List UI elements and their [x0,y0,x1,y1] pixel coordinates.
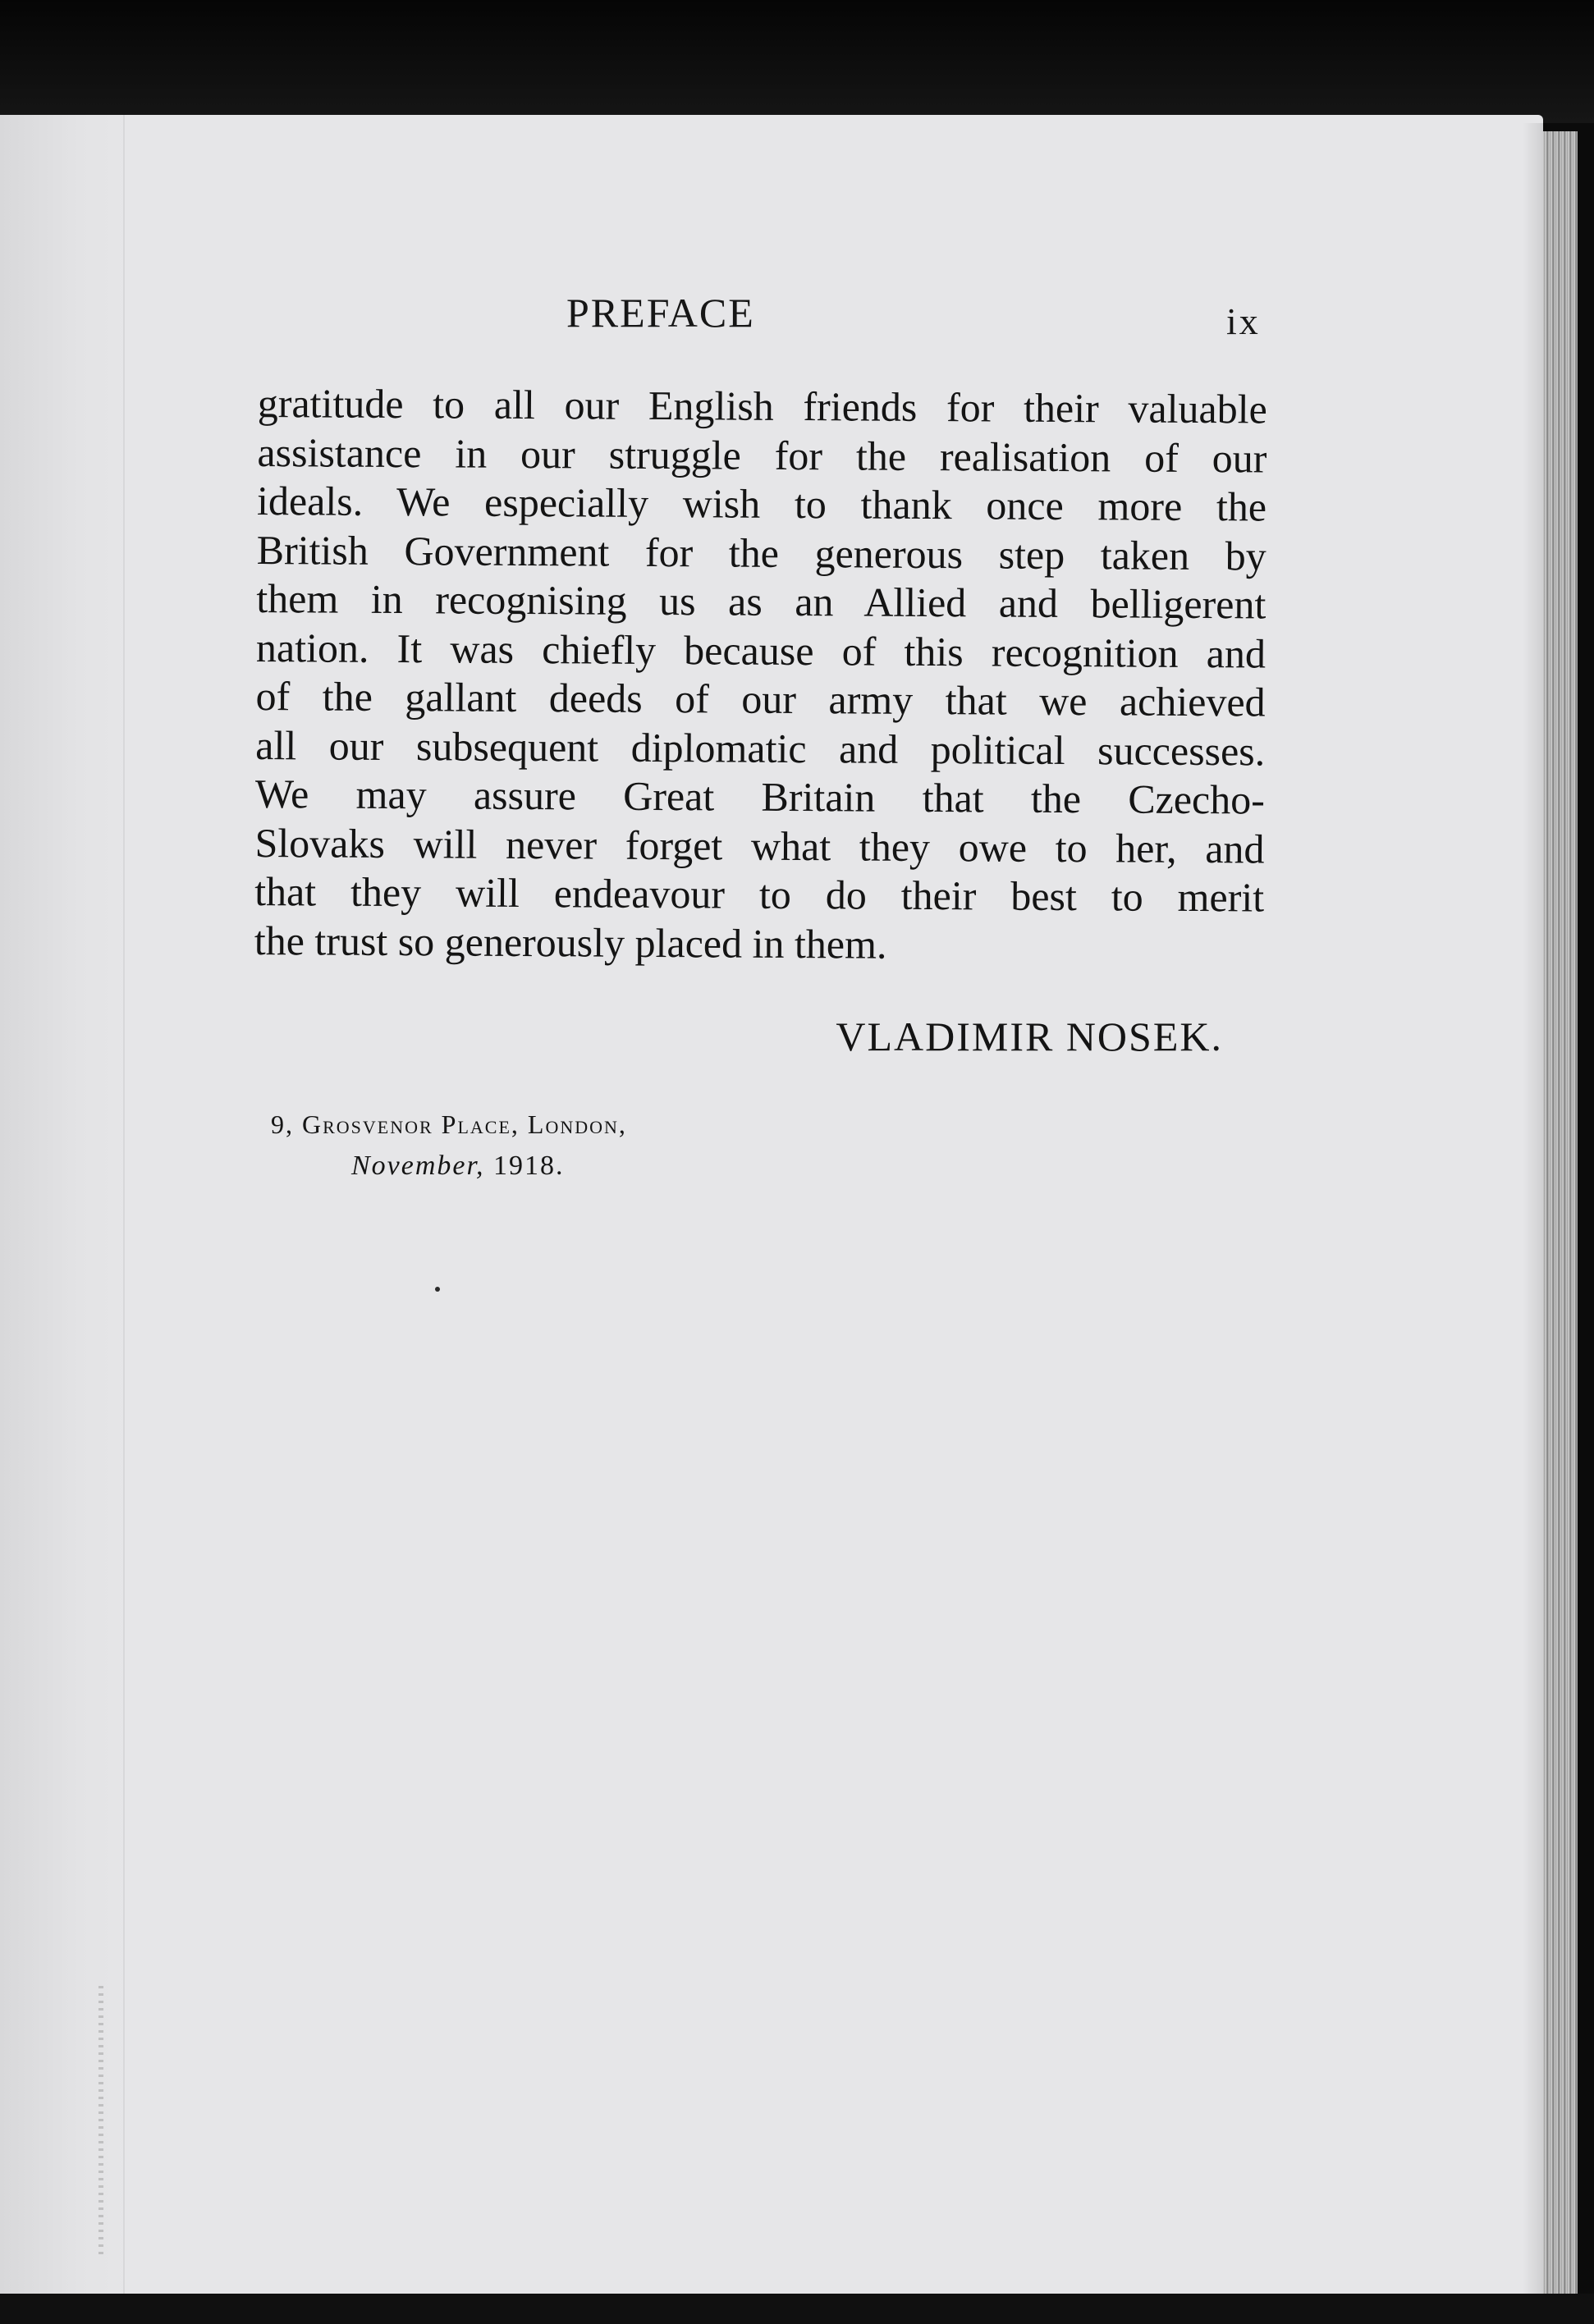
date-year: 1918. [492,1151,565,1181]
address-line: 9, Grosvenor Place, London, [271,1109,627,1139]
text-line: assistance in our struggle for the realisation of our [257,428,1267,482]
text-line: British Government for the generous step taken by [256,526,1266,579]
print-speck [435,1287,440,1292]
text-line: of the gallant deeds of our army that we achieved [255,672,1266,725]
text-line: the trust so generously placed in them. [254,917,887,968]
preface-paragraph [254,379,1267,972]
page-stack-edge [1543,131,1578,2306]
text-line: them in recognising us as an Allied and belligerent [256,574,1266,628]
text-line: We may assure Great Britain that the Czecho- [254,770,1266,823]
text-line: gratitude to all our English friends for their valuable [257,379,1267,432]
running-head: PREFACE [566,290,755,336]
text-line: ideals. We especially wish to thank once more the [256,477,1267,530]
author-signature: VLADIMIR NOSEK. [836,1013,1223,1059]
date-line [351,1151,564,1182]
date-month: November, [351,1151,485,1181]
binding-marks [98,1986,103,2257]
page-number: ix [1226,300,1261,342]
gutter-line [123,115,125,2298]
text-line: that they will endeavour to do their best to merit [254,867,1265,921]
text-line: nation. It was chiefly because of this recognition and [255,624,1266,677]
text-line: Slovaks will never forget what they owe to her, and [254,819,1265,872]
scan-top-border [0,0,1594,123]
text-line: all our subsequent diplomatic and political successes. [255,721,1266,775]
scan-bottom-border [0,2294,1594,2324]
page-gutter [0,115,131,2298]
